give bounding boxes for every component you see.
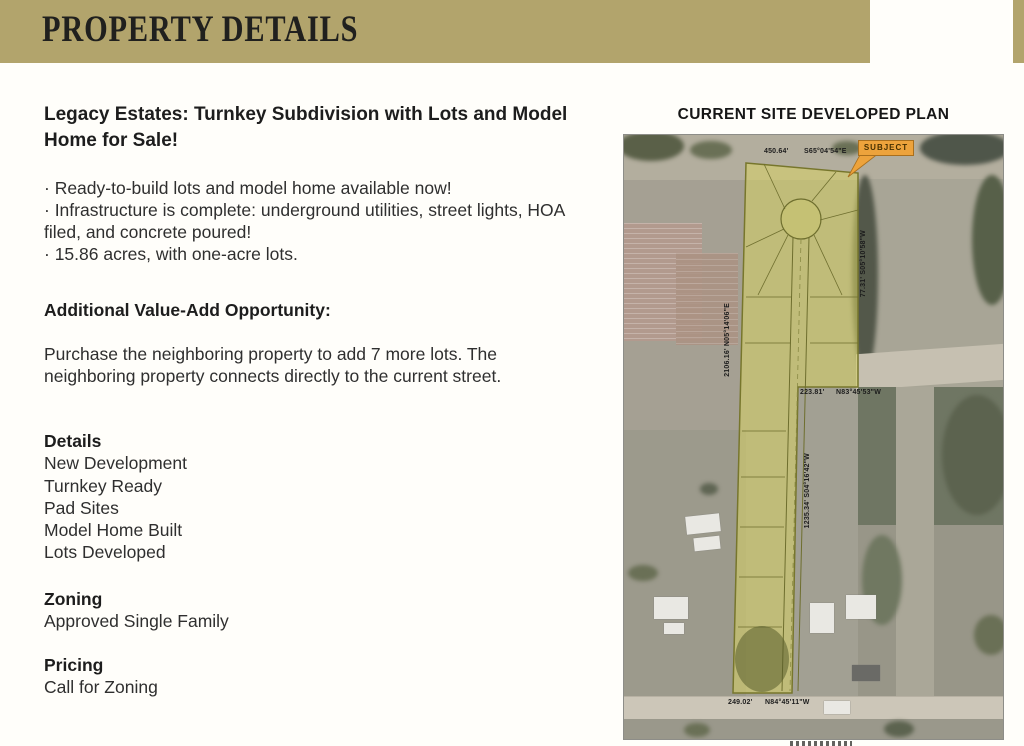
details-item: Turnkey Ready [44,475,163,496]
pricing-heading: Pricing [44,654,104,675]
survey-label-right-lower: 1235.34' S04°16'42"W [804,453,811,529]
survey-label-right-upper: 77.31' S05°10'58"W [860,230,867,298]
value-add-heading: Additional Value-Add Opportunity: [44,299,331,320]
survey-label-mid-bearing: N83°45'53"W [836,389,882,396]
survey-label-top-length: 450.64' [764,148,789,155]
survey-label-top-bearing: S65°04'54"E [804,148,847,155]
zoning-section [44,589,569,632]
value-add-body: Purchase the neighboring property to add 7 more lots. The neighboring property connects directly to the current street. [44,343,502,387]
feature-bullet-list [44,178,569,266]
feature-bullet: · 15.86 acres, with one-acre lots. [44,244,298,265]
feature-bullet: · Ready-to-build lots and model home available now! [44,178,452,199]
survey-label-mid-length: 223.81' [800,389,825,396]
survey-label-bottom-length: 249.02' [728,699,753,706]
header-band-right-strip [1013,0,1024,63]
subject-callout: SUBJECT [858,140,914,156]
parcel-survey-overlay [624,135,1004,740]
property-text-column [44,102,569,698]
details-list [44,452,569,563]
details-item: Model Home Built [44,520,183,541]
zoning-heading: Zoning [44,589,103,610]
pricing-value: Call for Zoning [44,676,158,697]
pricing-section [44,655,569,698]
page-title: PROPERTY DETAILS [42,9,359,50]
listing-headline: Legacy Estates: Turnkey Subdivision with Lots and Model Home for Sale! [44,104,568,152]
subject-parcel-outline [733,163,858,693]
cul-de-sac [781,199,821,239]
details-item: Pad Sites [44,497,119,518]
cut-off-road-caption [790,741,852,746]
survey-label-bottom-bearing: N84°45'11"W [765,699,810,706]
zoning-value: Approved Single Family [44,611,229,632]
shrub-patch [735,626,789,692]
aerial-site-plan-image [623,134,1004,740]
details-item: Lots Developed [44,542,166,563]
details-heading: Details [44,431,102,452]
survey-label-left-vertical: 2106.16' N05°14'06"E [724,303,731,377]
details-item: New Development [44,453,187,474]
details-section [44,431,569,563]
site-plan-title: CURRENT SITE DEVELOPED PLAN [677,106,950,123]
subject-callout-pointer [848,153,879,177]
feature-bullet: · Infrastructure is complete: underground utilities, street lights, HOA filed, and concrete poured! [44,200,565,243]
